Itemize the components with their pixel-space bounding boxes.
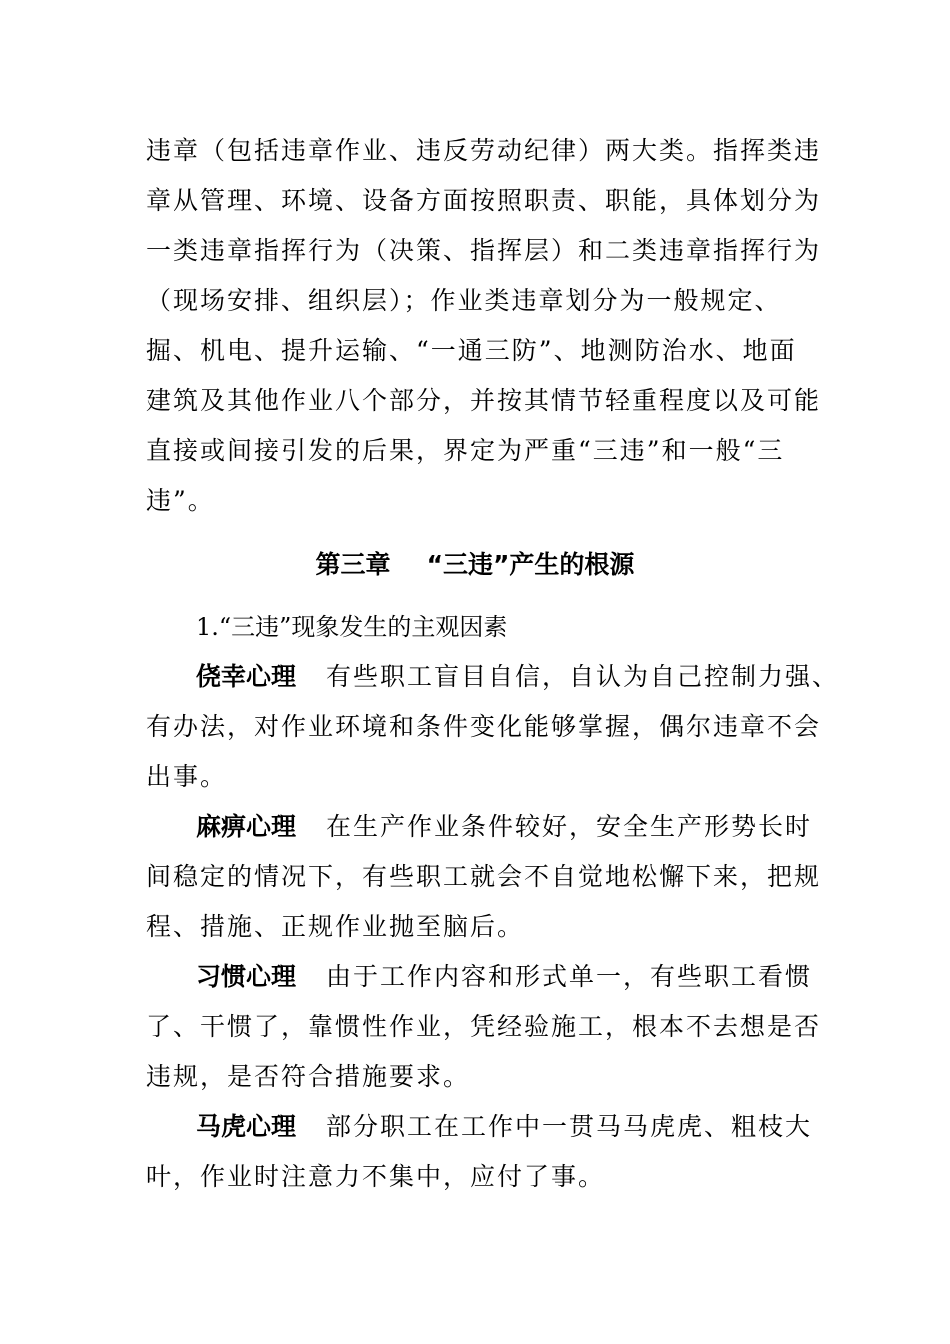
chapter-heading: [0, 548, 950, 582]
list-item: [196, 810, 813, 844]
item-text: 有些职工盲目自信，自认为自己控制力强、: [326, 662, 840, 691]
list-item: [196, 660, 840, 694]
item-term: 习惯心理: [196, 962, 297, 991]
paragraph-line: 有办法，对作业环境和条件变化能够掌握，偶尔违章不会: [146, 712, 822, 741]
paragraph-line: 建筑及其他作业八个部分，并按其情节轻重程度以及可能: [146, 386, 822, 415]
paragraph-line: 一类违章指挥行为（决策、指挥层）和二类违章指挥行为: [146, 236, 822, 265]
list-item: [196, 960, 813, 994]
list-item: [196, 1110, 813, 1144]
chapter-title: “三违”产生的根源: [426, 550, 635, 579]
chapter-number: 第三章: [315, 550, 391, 579]
paragraph-line: 章从管理、环境、设备方面按照职责、职能，具体划分为: [146, 186, 822, 215]
paragraph-line: 违”。: [146, 486, 215, 515]
paragraph-line: （现场安排、组织层）；作业类违章划分为一般规定、: [146, 286, 782, 315]
paragraph-line: 违章（包括违章作业、违反劳动纪律）两大类。指挥类违: [146, 136, 822, 165]
paragraph-line: 间稳定的情况下，有些职工就会不自觉地松懈下来，把规: [146, 862, 822, 891]
paragraph-line: 直接或间接引发的后果，界定为严重“三违”和一般“三: [146, 436, 785, 465]
item-text: 部分职工在工作中一贯马马虎虎、粗枝大: [326, 1112, 813, 1141]
item-term: 麻痹心理: [196, 812, 297, 841]
paragraph-line: 了、干惯了，靠惯性作业，凭经验施工，根本不去想是否: [146, 1012, 822, 1041]
paragraph-line: 违规，是否符合措施要求。: [146, 1062, 471, 1091]
item-text: 由于工作内容和形式单一，有些职工看惯: [326, 962, 813, 991]
paragraph-line: 叶，作业时注意力不集中，应付了事。: [146, 1162, 606, 1191]
item-term: 马虎心理: [196, 1112, 297, 1141]
paragraph-line: 掘、机电、提升运输、“一通三防”、地测防治水、地面: [146, 336, 797, 365]
section-title: 1.“三违”现象发生的主观因素: [196, 613, 508, 641]
paragraph-line: 出事。: [146, 762, 228, 791]
paragraph-line: 程、措施、正规作业抛至脑后。: [146, 912, 525, 941]
item-term: 侥幸心理: [196, 662, 297, 691]
item-text: 在生产作业条件较好，安全生产形势长时: [326, 812, 813, 841]
